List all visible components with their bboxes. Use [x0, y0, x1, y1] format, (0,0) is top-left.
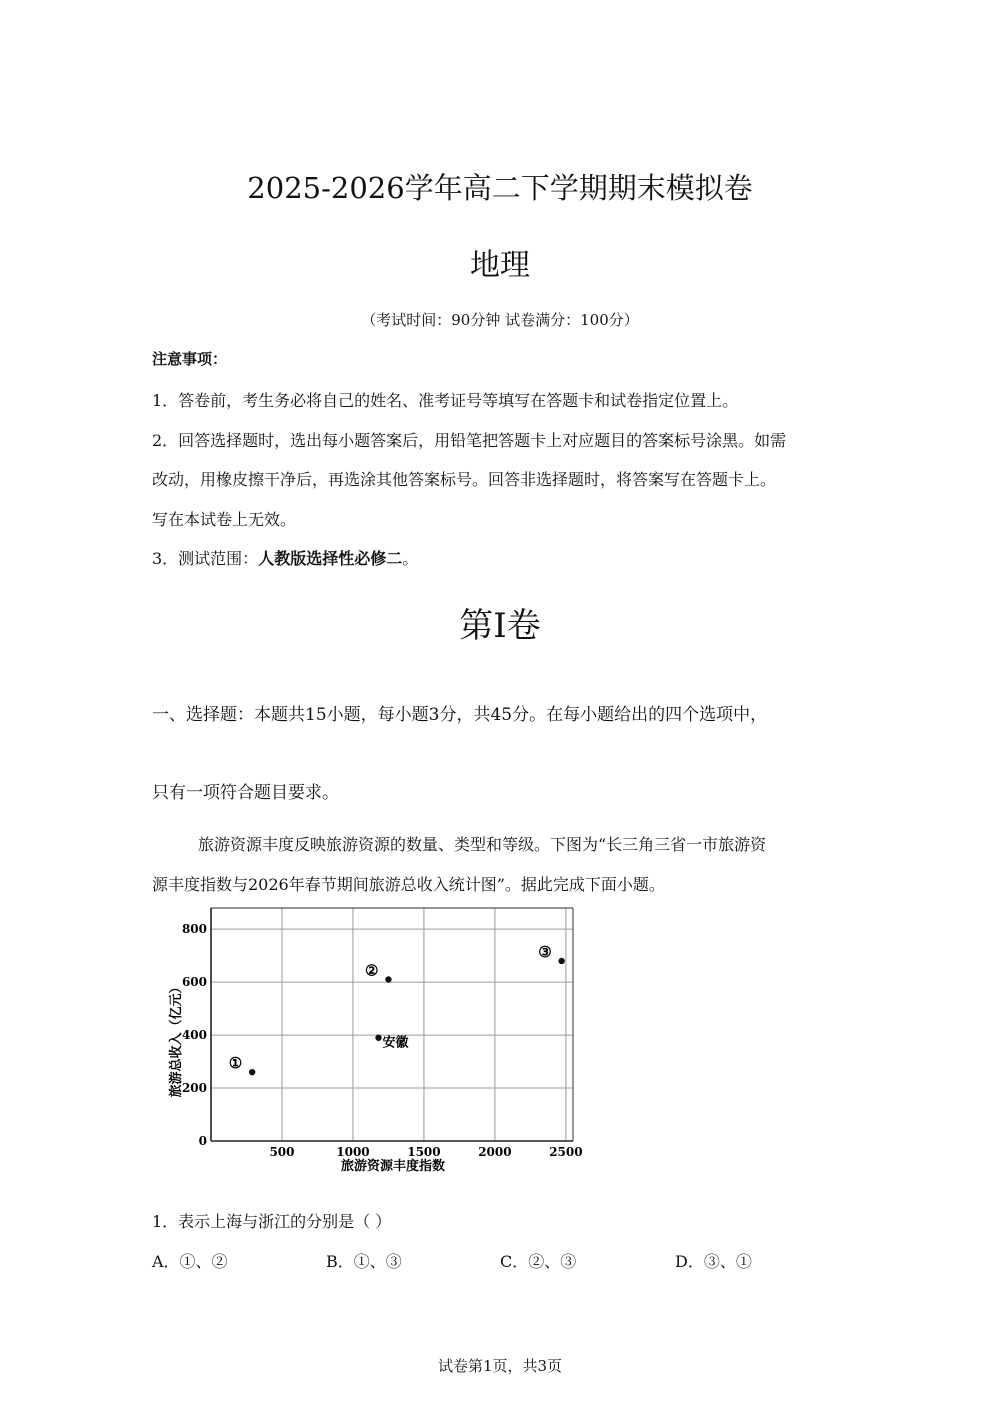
page-footer: 试卷第1页，共3页 — [437, 1357, 563, 1375]
chart-grid — [211, 908, 573, 1141]
x-tick-label: 2000 — [478, 1145, 512, 1159]
notice-item-3-scope: 人教版选择性必修二 — [258, 549, 403, 568]
x-tick-label: 1500 — [407, 1145, 441, 1159]
question-1-option-a[interactable]: A．①、② — [152, 1252, 228, 1271]
x-tick-label: 2500 — [549, 1145, 583, 1159]
notice-item-2-line-3: 写在本试卷上无效。 — [152, 510, 297, 529]
y-tick-label: 0 — [198, 1134, 207, 1148]
notice-item-3-prefix: 3．测试范围： — [152, 549, 259, 568]
question-1-option-d[interactable]: D．③、① — [675, 1252, 752, 1271]
chart-axes — [211, 908, 573, 1141]
section-intro-line-1: 一、选择题：本题共15小题，每小题3分，共45分。在每小题给出的四个选项中， — [152, 705, 768, 725]
exam-title: 2025-2026学年高二下学期期末模拟卷 — [247, 171, 753, 205]
data-point — [558, 958, 564, 964]
data-point-label: ② — [364, 961, 379, 980]
notice-item-3-suffix: 。 — [402, 549, 419, 568]
x-tick-label: 500 — [269, 1145, 295, 1159]
material-line-2: 源丰度指数与2026年春节期间旅游总收入统计图”。据此完成下面小题。 — [152, 875, 665, 894]
y-axis-label: 旅游总收入（亿元） — [169, 980, 184, 1098]
data-point-label: ③ — [538, 942, 552, 961]
data-point — [385, 976, 391, 982]
subject-title: 地理 — [470, 248, 530, 283]
y-tick-label: 600 — [181, 975, 207, 990]
question-1-option-b[interactable]: B．①、③ — [326, 1252, 402, 1271]
question-1-option-c[interactable]: C．②、③ — [500, 1252, 577, 1271]
data-point — [375, 1035, 381, 1041]
notice-item-3 — [152, 546, 418, 569]
y-tick-label: 800 — [181, 922, 207, 937]
material-line-1: 旅游资源丰度反映旅游资源的数量、类型和等级。下图为“长三角三省一市旅游资 — [198, 835, 767, 854]
exam-info: （考试时间：90分钟 试卷满分：100分） — [361, 311, 639, 329]
y-tick-label: 200 — [181, 1081, 207, 1096]
y-tick-label: 400 — [181, 1028, 207, 1043]
data-point — [249, 1069, 255, 1075]
data-point-label: ① — [228, 1054, 243, 1073]
notice-item-2-line-1: 2．回答选择题时，选出每小题答案后，用铅笔把答题卡上对应题目的答案标号涂黑。如需 — [152, 431, 787, 450]
data-point-label: 安徽 — [382, 1035, 409, 1051]
section-intro-line-2: 只有一项符合题目要求。 — [152, 783, 339, 803]
notice-item-2-line-2: 改动，用橡皮擦干净后，再选涂其他答案标号。回答非选择题时，将答案写在答题卡上。 — [152, 470, 777, 489]
notice-item-1: 1．答卷前，考生务必将自己的姓名、准考证号等填写在答题卡和试卷指定位置上。 — [152, 391, 739, 410]
x-axis-label: 旅游资源丰度指数 — [340, 1159, 446, 1174]
x-tick-label: 1000 — [336, 1145, 370, 1159]
chart-points — [229, 943, 565, 1075]
part-title: 第Ⅰ卷 — [459, 606, 541, 646]
tourism-scatter-chart — [166, 905, 584, 1177]
notice-heading: 注意事项： — [152, 350, 228, 368]
question-1-stem: 1．表示上海与浙江的分别是（ ） — [152, 1212, 392, 1231]
